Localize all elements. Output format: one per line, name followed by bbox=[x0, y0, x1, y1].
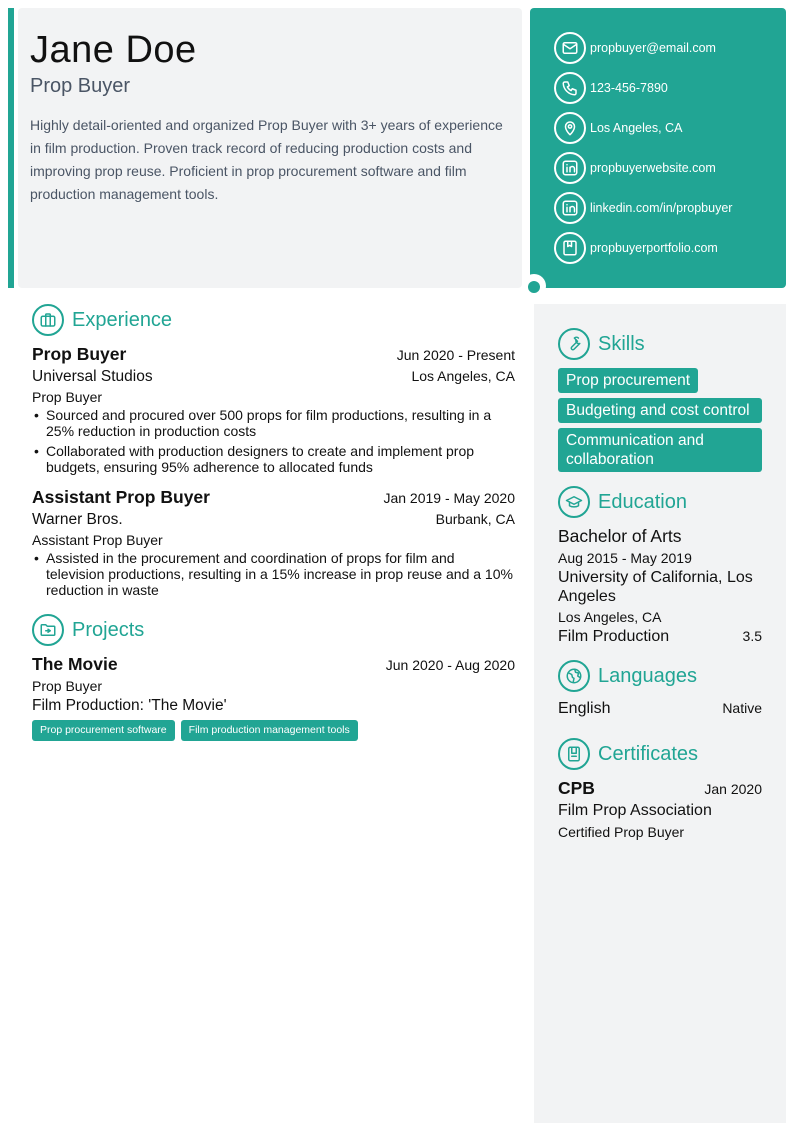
education-title: Education bbox=[598, 490, 687, 513]
project-tags bbox=[32, 720, 515, 741]
experience-entry bbox=[32, 344, 515, 475]
job-location: Burbank, CA bbox=[435, 511, 515, 527]
job-title: Prop Buyer bbox=[32, 344, 127, 364]
experience-heading bbox=[32, 304, 515, 336]
map-pin-icon bbox=[554, 112, 586, 144]
certificate-description: Certified Prop Buyer bbox=[558, 824, 685, 840]
skills-list bbox=[558, 368, 762, 472]
globe-icon bbox=[558, 660, 590, 692]
contact-linkedin[interactable] bbox=[554, 192, 786, 224]
contact-phone-text: 123-456-7890 bbox=[590, 81, 668, 95]
gpa: 3.5 bbox=[742, 628, 762, 644]
linkedin-icon bbox=[554, 152, 586, 184]
education-heading bbox=[558, 486, 762, 518]
skill-tag: Budgeting and cost control bbox=[558, 398, 762, 423]
header bbox=[18, 8, 522, 288]
contact-location-text: Los Angeles, CA bbox=[590, 121, 683, 135]
contact-location bbox=[554, 112, 786, 144]
certificate-icon bbox=[558, 738, 590, 770]
job-title: Assistant Prop Buyer bbox=[32, 487, 210, 507]
candidate-title: Prop Buyer bbox=[30, 75, 131, 97]
education-entry bbox=[558, 526, 762, 646]
languages-heading bbox=[558, 660, 762, 692]
projects-title: Projects bbox=[72, 618, 145, 641]
job-location: Los Angeles, CA bbox=[411, 368, 515, 384]
contact-phone[interactable] bbox=[554, 72, 786, 104]
certificates-title: Certificates bbox=[598, 742, 699, 765]
linkedin-icon bbox=[554, 192, 586, 224]
certificate-entry bbox=[558, 778, 762, 840]
job-bullets bbox=[32, 550, 515, 598]
header-divider-dot bbox=[528, 281, 540, 293]
bullet: • Sourced and procured over 500 props for film productions, resulting in a 25% reduction in production costs bbox=[32, 407, 515, 439]
certificate-issuer: Film Prop Association bbox=[558, 802, 712, 819]
experience-title: Experience bbox=[72, 308, 173, 331]
summary: Highly detail-oriented and organized Prop Buyer with 3+ years of experience in film production. Proven track record of reducing production costs and improving prop reuse. Proficient in prop procurement software and film production management tools. bbox=[30, 117, 503, 202]
job-role: Assistant Prop Buyer bbox=[32, 532, 163, 548]
education-date: Aug 2015 - May 2019 bbox=[558, 550, 692, 566]
contact-portfolio[interactable] bbox=[554, 232, 786, 264]
project-tag: Prop procurement software bbox=[32, 720, 175, 741]
job-date: Jan 2019 - May 2020 bbox=[383, 490, 515, 506]
language-level: Native bbox=[722, 700, 762, 716]
graduation-cap-icon bbox=[558, 486, 590, 518]
language-entry bbox=[558, 700, 762, 718]
company-name: Universal Studios bbox=[32, 368, 153, 385]
project-subtitle: Film Production: 'The Movie' bbox=[32, 697, 227, 714]
main-column bbox=[32, 304, 515, 741]
contact-linkedin-text: linkedin.com/in/propbuyer bbox=[590, 201, 733, 215]
company-name: Warner Bros. bbox=[32, 511, 123, 528]
certificates-heading bbox=[558, 738, 762, 770]
job-date: Jun 2020 - Present bbox=[396, 347, 515, 363]
degree: Bachelor of Arts bbox=[558, 526, 682, 546]
project-tag: Film production management tools bbox=[181, 720, 358, 741]
mail-icon bbox=[554, 32, 586, 64]
language-name: English bbox=[558, 700, 611, 717]
certificate-name: CPB bbox=[558, 778, 595, 798]
certificate-date: Jan 2020 bbox=[704, 781, 762, 797]
skills-heading bbox=[558, 328, 762, 360]
bullet: • Assisted in the procurement and coordination of props for film and television productions, resulting in a 15% increase in prop reuse and a 10% reduction in waste bbox=[32, 550, 515, 598]
phone-icon bbox=[554, 72, 586, 104]
field-of-study: Film Production bbox=[558, 628, 670, 645]
projects-heading bbox=[32, 614, 515, 646]
contact-email[interactable] bbox=[554, 32, 786, 64]
experience-entry bbox=[32, 487, 515, 598]
education-location: Los Angeles, CA bbox=[558, 609, 662, 625]
folder-icon bbox=[32, 614, 64, 646]
contact-panel bbox=[530, 8, 786, 288]
contact-website[interactable] bbox=[554, 152, 786, 184]
header-accent-bar bbox=[8, 8, 14, 288]
contact-portfolio-text: propbuyerportfolio.com bbox=[590, 241, 718, 255]
contact-website-text: propbuyerwebsite.com bbox=[590, 161, 716, 175]
project-title: The Movie bbox=[32, 654, 118, 674]
project-date: Jun 2020 - Aug 2020 bbox=[385, 657, 515, 673]
languages-title: Languages bbox=[598, 664, 697, 687]
job-role: Prop Buyer bbox=[32, 389, 103, 405]
side-column bbox=[558, 328, 762, 840]
briefcase-icon bbox=[32, 304, 64, 336]
wrench-icon bbox=[558, 328, 590, 360]
portfolio-icon bbox=[554, 232, 586, 264]
project-role: Prop Buyer bbox=[32, 678, 103, 694]
project-entry bbox=[32, 654, 515, 741]
contact-email-text: propbuyer@email.com bbox=[590, 41, 716, 55]
school: University of California, Los Angeles bbox=[558, 569, 753, 605]
candidate-name: Jane Doe bbox=[30, 29, 197, 71]
bullet: • Collaborated with production designers to create and implement prop budgets, ensuring 95% adherence to allocated funds bbox=[32, 443, 515, 475]
skills-title: Skills bbox=[598, 332, 645, 355]
skill-tag: Prop procurement bbox=[558, 368, 698, 393]
skill-tag: Communication and collaboration bbox=[558, 428, 762, 472]
job-bullets bbox=[32, 407, 515, 475]
